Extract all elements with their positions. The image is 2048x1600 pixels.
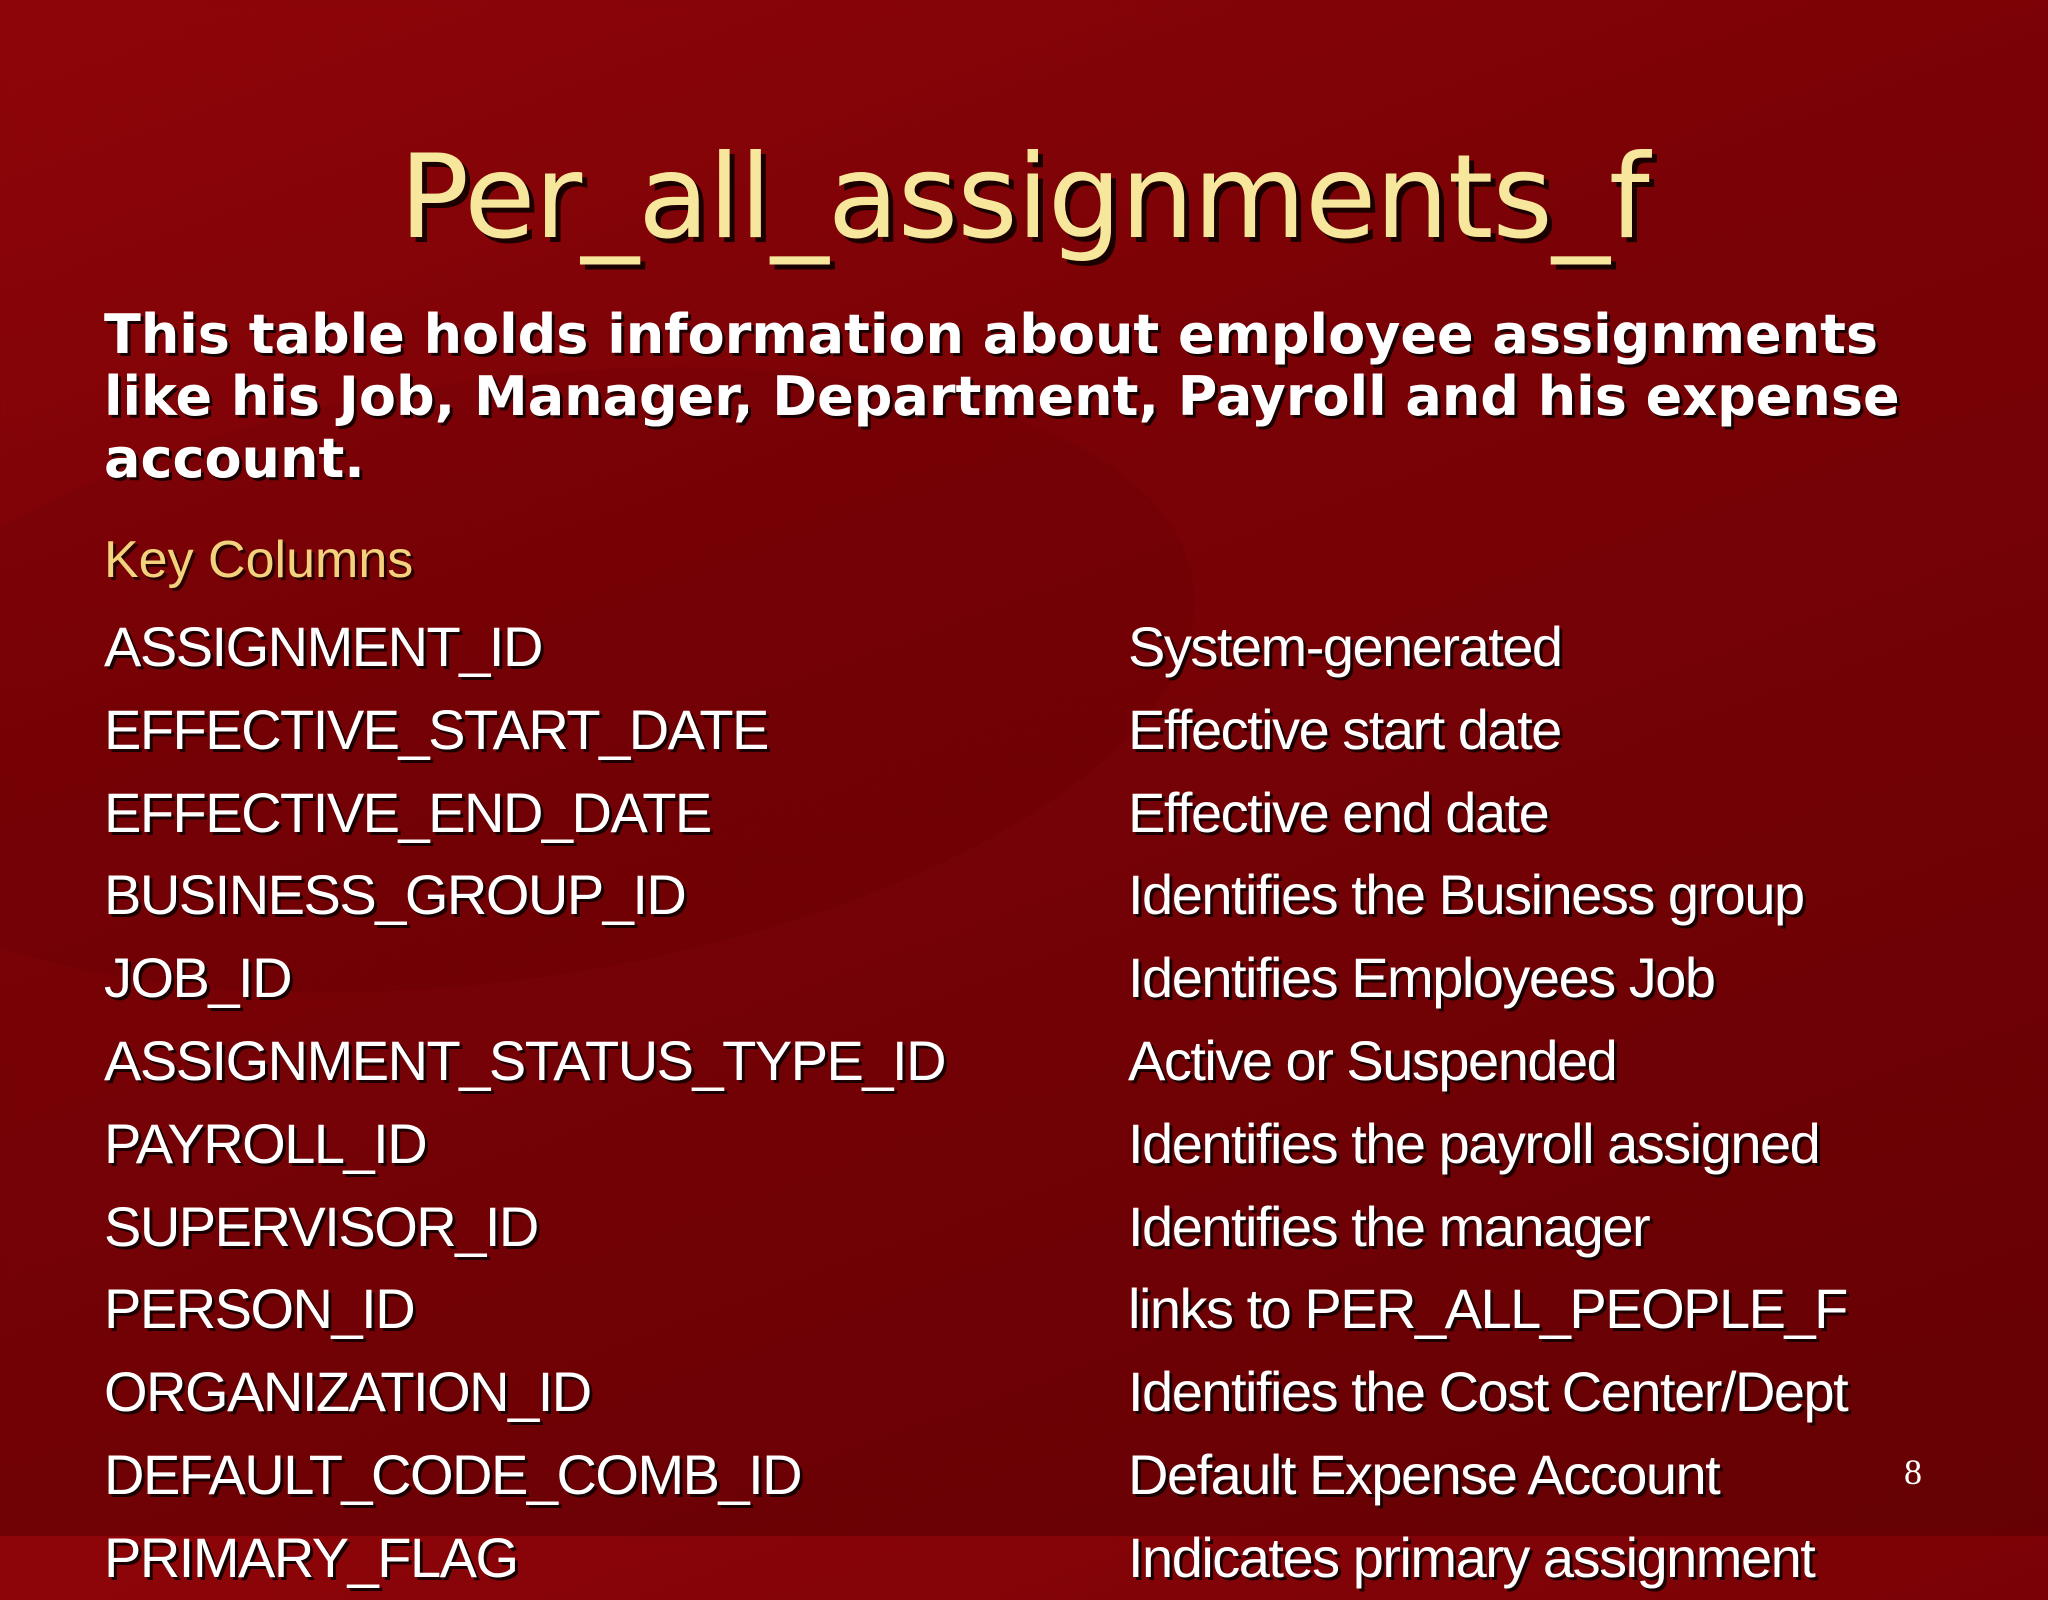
column-row <box>0 1186 2048 1269</box>
column-description: Identifies the manager <box>1128 1194 1650 1258</box>
intro-text: This table holds information about employee assignments like his Job, Manager, Department, Payroll and his expense account. <box>104 303 1900 490</box>
column-row <box>0 1268 2048 1351</box>
column-description: Effective start date <box>1128 697 1561 761</box>
column-description: Identifies the Cost Center/Dept <box>1128 1360 1848 1424</box>
column-name: EFFECTIVE_START_DATE <box>104 697 768 761</box>
column-name: ASSIGNMENT_ID <box>104 615 542 678</box>
column-description: Active or Suspended <box>1128 1028 1617 1092</box>
column-description: Effective end date <box>1128 780 1549 844</box>
column-name: PRIMARY_FLAG <box>104 1525 518 1589</box>
column-row <box>0 854 2048 937</box>
column-row <box>0 1434 2048 1517</box>
column-description: System-generated <box>1128 615 1562 678</box>
column-name: SUPERVISOR_ID <box>104 1194 538 1258</box>
column-row <box>0 937 2048 1020</box>
column-description: Indicates primary assignment <box>1128 1525 1815 1589</box>
column-name: PERSON_ID <box>104 1277 415 1341</box>
column-name: ORGANIZATION_ID <box>104 1360 591 1424</box>
column-row <box>0 1517 2048 1600</box>
page-number: 8 <box>1904 1452 1922 1492</box>
column-row <box>0 1103 2048 1186</box>
column-description: Identifies Employees Job <box>1128 946 1715 1010</box>
column-name: BUSINESS_GROUP_ID <box>104 863 686 927</box>
key-columns-heading: Key Columns <box>104 531 414 589</box>
column-description: Default Expense Account <box>1128 1442 1720 1506</box>
column-row <box>0 1020 2048 1103</box>
column-row <box>0 689 2048 772</box>
column-row <box>0 1351 2048 1434</box>
column-name: DEFAULT_CODE_COMB_ID <box>104 1442 802 1506</box>
column-description: links to PER_ALL_PEOPLE_F <box>1128 1277 1847 1341</box>
column-name: JOB_ID <box>104 946 292 1010</box>
column-description: Identifies the Business group <box>1128 863 1804 927</box>
column-name: EFFECTIVE_END_DATE <box>104 780 711 844</box>
slide-title: Per_all_assignments_f <box>399 130 1649 265</box>
column-row <box>0 606 2048 689</box>
column-description: Identifies the payroll assigned <box>1128 1111 1820 1175</box>
key-columns-list <box>0 606 2048 1600</box>
column-row <box>0 772 2048 855</box>
column-name: ASSIGNMENT_STATUS_TYPE_ID <box>104 1028 946 1092</box>
column-name: PAYROLL_ID <box>104 1111 427 1175</box>
